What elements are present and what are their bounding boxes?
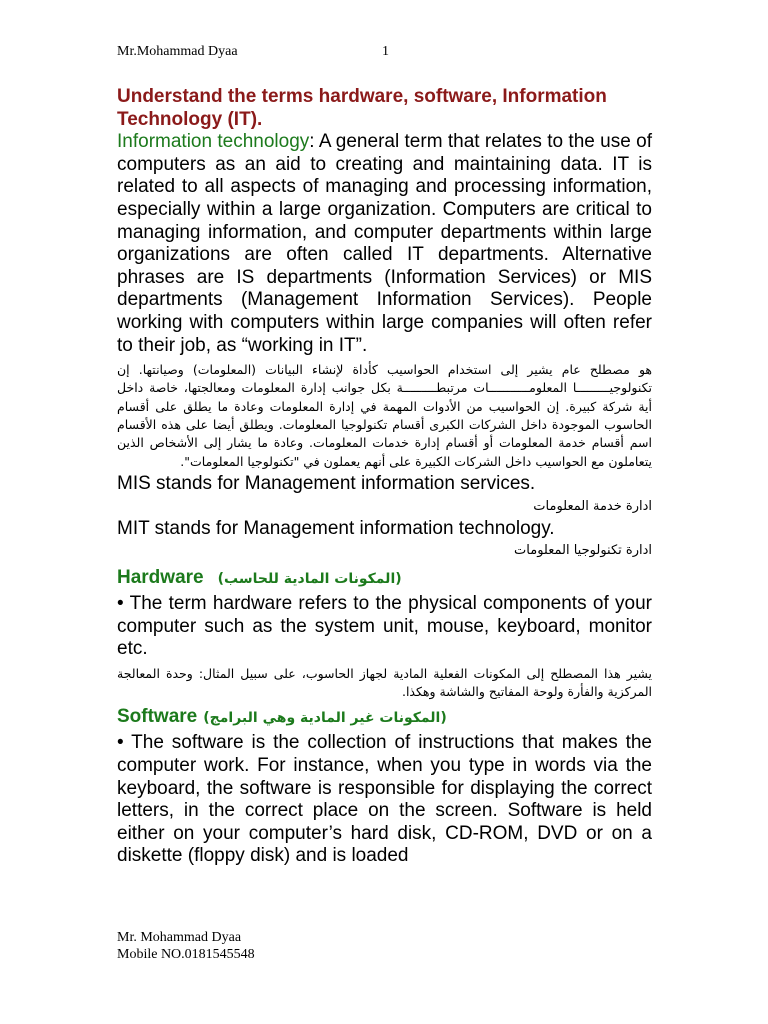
hardware-heading-label: Hardware <box>117 567 204 589</box>
page-title: Understand the terms hardware, software, Information Technology (IT). <box>117 86 607 130</box>
page-header <box>117 44 652 60</box>
software-heading-arabic: (المكونات غير المادية وهي البرامج) <box>203 710 447 727</box>
it-definition: : A general term that relates to the use of computers as an aid to creating and maintaining data. IT is related to all aspects of managing and processing information, especially within a large organization. Computers are critical to managing information, and computer departments within large organizations are often called IT departments. Alternative phrases are IS departments (Information Services) or MIS departments (Management Information Services). People working with computers within large companies will often refer to their job, as “working in IT”. <box>117 131 652 356</box>
hardware-arabic: يشير هذا المصطلح إلى المكونات الفعلية المادية لجهاز الحاسوب، على سبيل المثال: وحدة المعالجة المركزية والفأرة ولوحة المفاتيح والشاشة وهكذا. <box>117 665 652 700</box>
mis-arabic: ادارة خدمة المعلومات <box>533 498 652 514</box>
page-number: 1 <box>382 44 389 59</box>
page-footer <box>117 929 255 963</box>
mis-line: MIS stands for Management information services. <box>117 472 536 494</box>
header-author: Mr.Mohammad Dyaa <box>117 44 238 59</box>
software-text: • The software is the collection of instructions that makes the computer work. For instance, when you type in words via the keyboard, the software is responsible for displaying the correct letters, in the correct place on the screen. Software is held either on your computer’s hard disk, CD-ROM, DVD or on a diskette (floppy disk) and is loaded <box>117 732 652 867</box>
it-arabic-paragraph: هو مصطلح عام يشير إلى استخدام الحواسيب كأداة لإنشاء البيانات (المعلومات) وصيانتها. إن تكنولوجيـــــــــا المعلومـــــــــــات مرتبطـــــــــة بكل جوانب إدارة المعلومات ومعالجتها، خاصة داخل أية شركة كبيرة. إن الحواسيب من الأدوات المهمة في إدارة المعلومات وعادة ما يطلق على أقسام الحاسوب الموجودة داخل الشركات الكبرى أقسام تكنولوجيا المعلومات. ويطلق أيضا على هذه الأقسام اسم أقسام خدمة المعلومات أو أقسام إدارة خدمات المعلومات. وعادة ما يشار إلى الأشخاص الذين يتعاملون مع الحواسيب داخل الشركات الكبيرة على أنهم يعملون في "تكنولوجيا المعلومات". <box>117 362 652 469</box>
mit-line: MIT stands for Management information technology. <box>117 517 555 539</box>
mit-arabic: ادارة تكنولوجيا المعلومات <box>514 543 652 559</box>
it-paragraph <box>117 131 652 357</box>
hardware-heading-arabic: (المكونات المادية للحاسب) <box>217 571 402 588</box>
hardware-text: • The term hardware refers to the physical components of your computer such as the system unit, mouse, keyboard, monitor etc. <box>117 593 652 660</box>
footer-mobile: Mobile NO.0181545548 <box>117 947 255 962</box>
hardware-heading <box>117 566 652 591</box>
document-body <box>117 86 652 868</box>
it-term: Information technology <box>117 131 310 153</box>
software-heading <box>117 705 652 730</box>
footer-name: Mr. Mohammad Dyaa <box>117 930 242 945</box>
software-heading-label: Software <box>117 706 198 728</box>
